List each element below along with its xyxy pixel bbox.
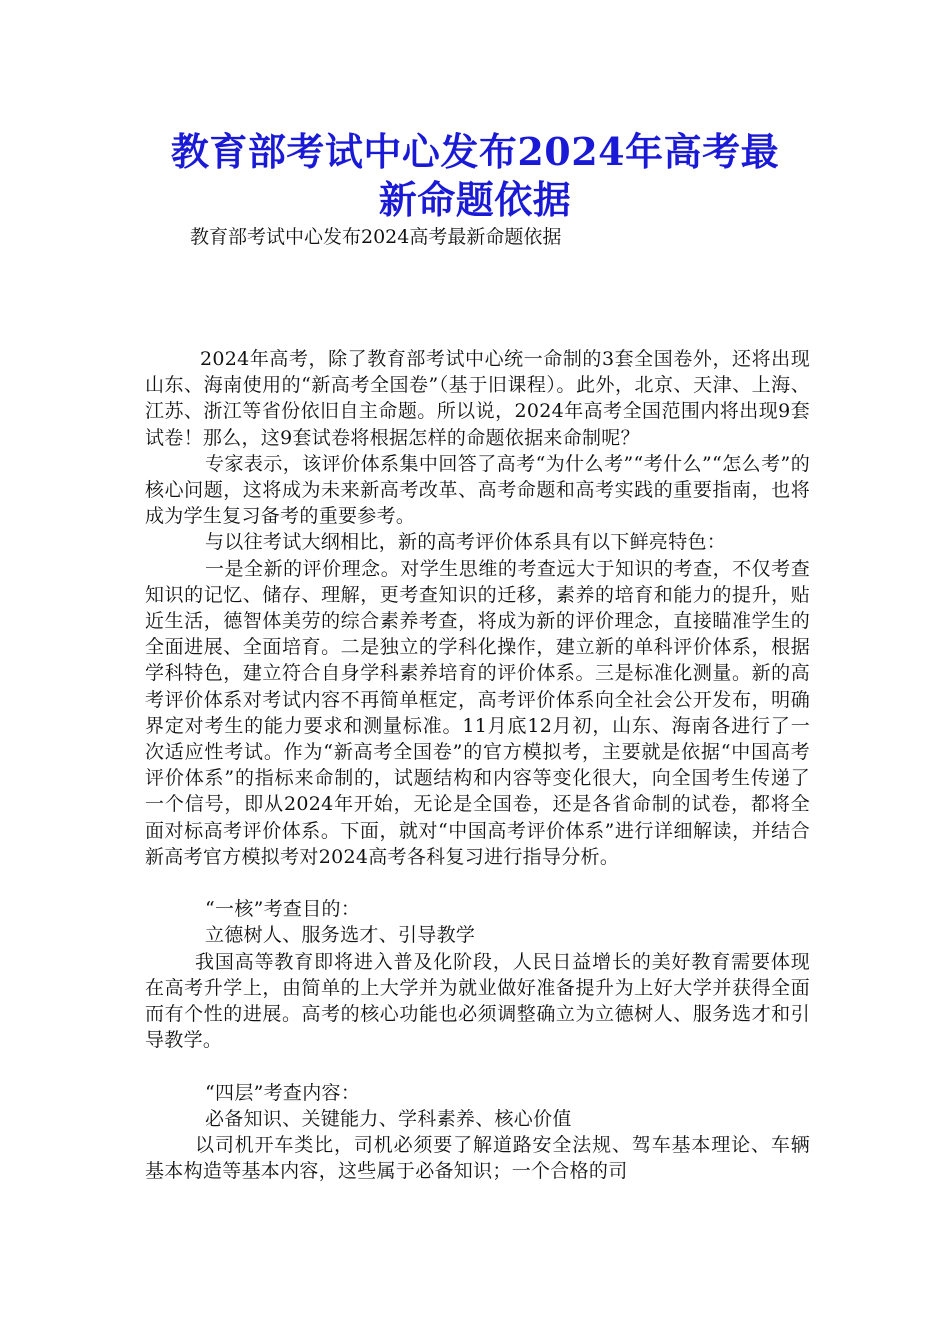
blank-line bbox=[145, 1053, 810, 1079]
paragraph-higher-education: 我国高等教育即将进入普及化阶段，人民日益增长的美好教育需要体现在高考升学上，由简单的上大学并为就业做好准备提升为上好大学并获得全面而有个性的进展。高考的核心功能也必须调整确立为立德树人、服务选才和引导教学。 bbox=[145, 950, 810, 1052]
paragraph-features: 一是全新的评价理念。对学生思维的考查远大于知识的考查，不仅考查知识的记忆、储存、理解，更考查知识的迁移，素养的培育和能力的提升，贴近生活，德智体美劳的综合素养考查，将成为新的评价理念，直接瞄准学生的全面进展、全面培育。二是独立的学科化操作，建立新的单科评价体系，根据学科特色，建立符合自身学科素养培育的评价体系。三是标准化测量。新的高考评价体系对考试内容不再简单框定，高考评价体系向全社会公开发布，明确界定对考生的能力要求和测量标准。11月底12月初，山东、海南各进行了一次适应性考试。作为“新高考全国卷”的官方模拟考，主要就是依据“中国高考评价体系”的指标来命制的，试题结构和内容等变化很大，向全国考生传递了一个信号，即从2024年开始，无论是全国卷，还是各省命制的试卷，都将全面对标高考评价体系。下面，就对“中国高考评价体系”进行详细解读，并结合新高考官方模拟考对2024高考各科复习进行指导分析。 bbox=[145, 557, 810, 868]
paragraph-intro: 2024年高考，除了教育部考试中心统一命制的3套全国卷外，还将出现山东、海南使用的“新高考全国卷”（基于旧课程）。此外，北京、天津、上海、江苏、浙江等省份依旧自主命题。所以说，2024年高考全国范围内将出现9套试卷！那么，这9套试卷将根据怎样的命题依据来命制呢？ bbox=[145, 348, 810, 449]
document-subtitle: 教育部考试中心发布2024高考最新命题依据 bbox=[190, 226, 562, 248]
one-core-items: 立德树人、服务选才、引导教学 bbox=[205, 924, 476, 947]
four-layers-items: 必备知识、关键能力、学科素养、核心价值 bbox=[205, 1107, 572, 1130]
title-line-1: 教育部考试中心发布2024年高考最 bbox=[170, 129, 780, 174]
blank-line bbox=[145, 870, 810, 896]
heading-one-core: “一核”考查目的： bbox=[205, 898, 361, 921]
document-title bbox=[130, 128, 820, 224]
paragraph-comparison: 与以往考试大纲相比，新的高考评价体系具有以下鲜亮特色： bbox=[205, 531, 727, 554]
heading-four-layers: “四层”考查内容： bbox=[205, 1081, 361, 1104]
document-body bbox=[145, 346, 810, 1184]
title-line-2: 新命题依据 bbox=[378, 177, 572, 222]
paragraph-expert: 专家表示，该评价体系集中回答了高考“为什么考”“考什么”“怎么考”的核心问题，这将成为未来新高考改革、高考命题和高考实践的重要指南，也将成为学生复习备考的重要参考。 bbox=[145, 452, 810, 528]
paragraph-driver-analogy: 以司机开车类比，司机必须要了解道路安全法规、驾车基本理论、车辆基本构造等基本内容，这些属于必备知识；一个合格的司 bbox=[145, 1134, 810, 1183]
